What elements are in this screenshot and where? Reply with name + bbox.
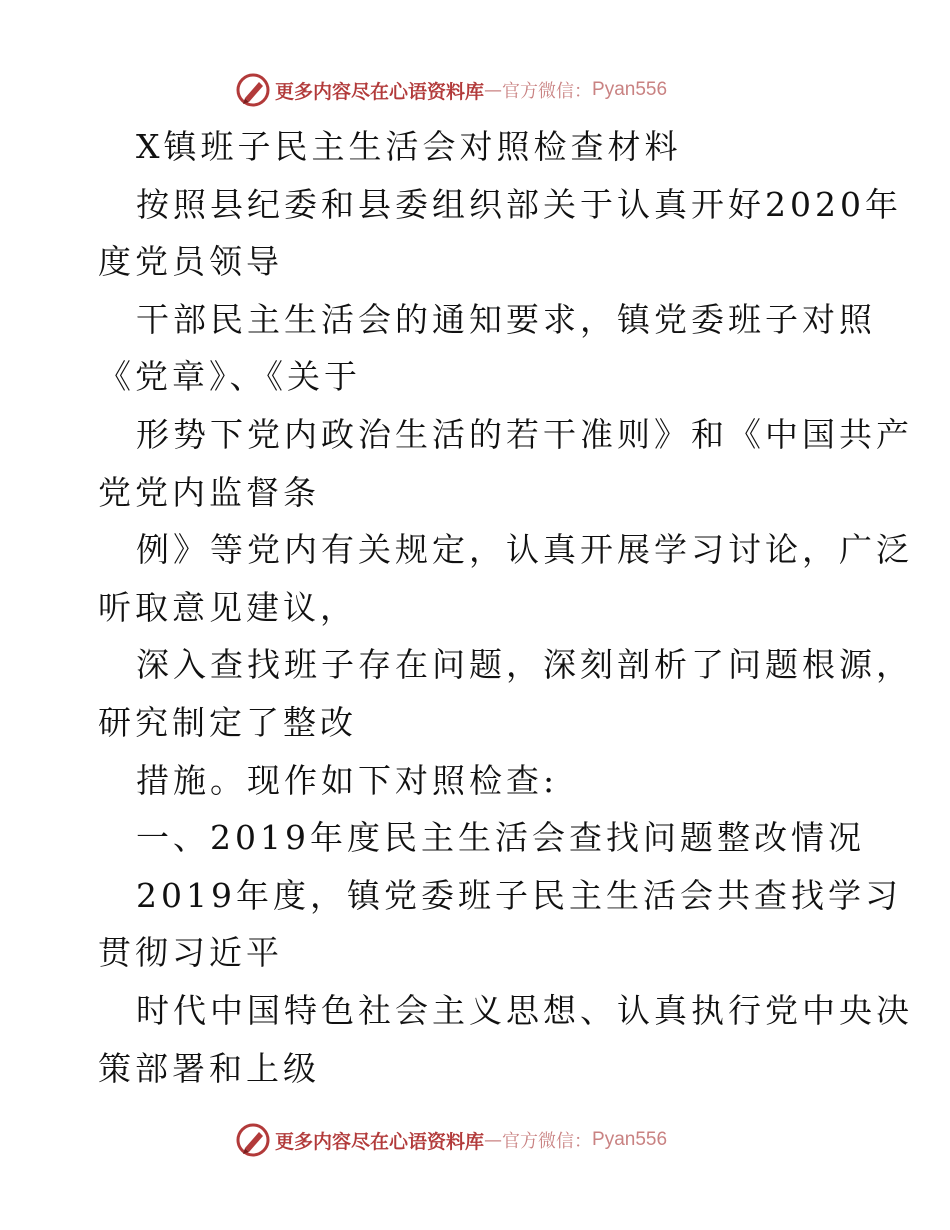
paragraph-line: 时代中国特色社会主义思想、认真执行党中央决 — [136, 990, 913, 1030]
paragraph-line: 措施。现作如下对照检查: — [136, 760, 559, 800]
section-heading: 一、2019年度民主生活会查找问题整改情况 — [136, 818, 865, 858]
banner-slogan: 更多内容尽在心语资料库 — [275, 80, 485, 103]
paragraph-line: 贯彻习近平 — [98, 933, 283, 973]
paragraph-line: 党党内监督条 — [98, 472, 320, 512]
banner-wechat-id: Pyan556 — [592, 1129, 668, 1150]
document-title: X镇班子民主生活会对照检查材料 — [136, 127, 682, 166]
banner-wechat-label: 官方微信： — [502, 81, 593, 102]
paragraph-line: 深入查找班子存在问题，深刻剖析了问题根源， — [136, 645, 913, 685]
paragraph-line: 按照县纪委和县委组织部关于认真开好2020年 — [136, 184, 902, 224]
banner-separator: — — [484, 1129, 503, 1151]
document-body — [98, 118, 913, 1097]
paragraph-line: 听取意见建议， — [98, 587, 357, 627]
banner-wechat-label: 官方微信： — [502, 1131, 593, 1152]
paragraph-line: 《党章》、《关于 — [98, 357, 361, 397]
paragraph-line: 干部民主生活会的通知要求，镇党委班子对照 — [136, 299, 876, 339]
paragraph-line: 例》等党内有关规定，认真开展学习讨论，广泛 — [136, 530, 913, 570]
banner-wechat-id: Pyan556 — [592, 79, 668, 100]
banner-separator: — — [484, 79, 503, 101]
paragraph-line: 形势下党内政治生活的若干准则》和《中国共产 — [136, 414, 913, 454]
paragraph-line: 策部署和上级 — [98, 1048, 320, 1088]
paragraph-line: 2019年度，镇党委班子民主生活会共查找学习 — [136, 875, 902, 915]
banner-slogan: 更多内容尽在心语资料库 — [275, 1130, 485, 1153]
footer-watermark-banner — [235, 1120, 715, 1160]
paragraph-line: 研究制定了整改 — [98, 702, 357, 742]
pen-logo-icon — [235, 1122, 271, 1158]
pen-logo-icon — [235, 72, 271, 108]
paragraph-line: 度党员领导 — [98, 242, 283, 282]
header-watermark-banner — [235, 70, 715, 110]
